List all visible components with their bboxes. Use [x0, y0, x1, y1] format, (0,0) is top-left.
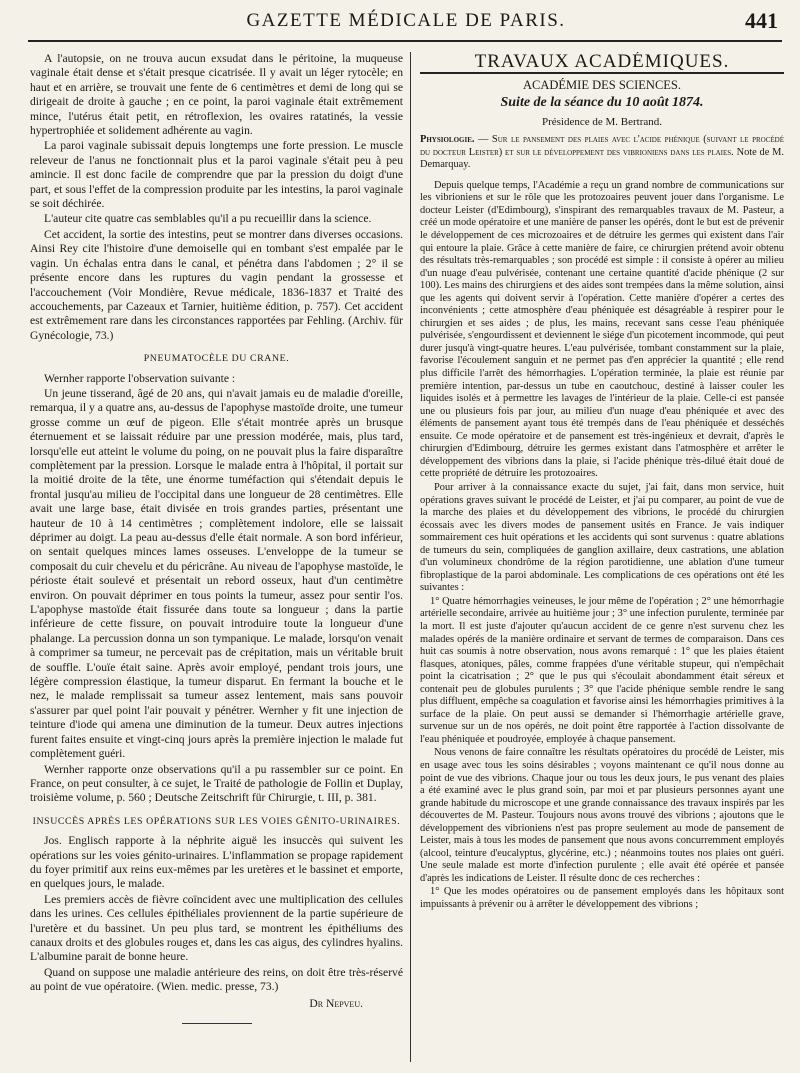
- paragraph: Jos. Englisch rapporte à la néphrite aiguë les insuccès qui suivent les opérations sur les voies génito-urinaires. L'inflammation se propage rapidement du foyer primitif aux reins eux-mêmes par les uretères et le bassinet et emporte, en quelques jours, le malade.: [30, 834, 403, 891]
- presidency: Présidence de M. Bertrand.: [541, 115, 663, 128]
- paragraph: A l'autopsie, on ne trouva aucun exsudat dans le péritoine, la muqueuse vaginale était dense et s'était presque cicatrisée. Il y avait un léger rytocèle; en haut et en arrière, se trouvait une fente de 6 centimètres et demi de long qui se dirigeait de droite à gauche ; en ce point, la paroi vaginale était extrêmement mince, l'utérus était petit, en rétroflexion, les ovaires ratatinés, la vessie hypertrophiée et solidement adhérente au vagin.: [30, 52, 403, 138]
- article-category: Physiologie.: [420, 134, 475, 146]
- paragraph: Pour arriver à la connaissance exacte du sujet, j'ai fait, dans mon service, huit opérations graves suivant le procédé de Leister, et j'ai pu comparer, au point de vue de la marche des plaies et du développement des vibrions, le procédé du chirurgien écossais avec les divers modes de pansement usités en France. Je vais indiquer sommairement ces huit opérations et les accidents qui sont survenus : quatre ablations de tumeurs du sein, compliquées de ganglion axillaire, deux castrations, une ablation d'un volumineux chondrôme de la région parotidienne, une ablation d'une tumeur fibroplastique de la paroi abdominale. Les complications de ces opérations ont été les suivantes :: [420, 481, 784, 594]
- end-rule: [182, 1023, 252, 1024]
- section-title-travaux: TRAVAUX ACADÉMIQUES.: [420, 56, 784, 74]
- header-rule: [28, 40, 782, 42]
- paragraph: Wernher rapporte l'observation suivante :: [44, 371, 236, 385]
- page-header: [30, 8, 782, 36]
- article-heading: [420, 134, 784, 172]
- section-title-pneumatocele: PNEUMATOCÈLE DU CRANE.: [143, 353, 290, 365]
- paragraph: L'auteur cite quatre cas semblables qu'il a pu recueillir dans la science.: [44, 212, 372, 226]
- session-date: Suite de la séance du 10 août 1874.: [500, 95, 704, 111]
- article-author: Note de M. Demarquay.: [420, 146, 784, 171]
- paragraph: Wernher rapporte onze observations qu'il a pu rassembler sur ce point. En France, on peut consulter, à ce sujet, le Traité de pathologie de Follin et Duplay, troisième volume, p. 560 ; Deutsche Zeitschrift für Chirurgie, t. III, p. 381.: [30, 762, 403, 805]
- left-column: [30, 52, 403, 1062]
- paragraph: 1° Quatre hémorrhagies veineuses, le jour même de l'opération ; 2° une hémorrhagie artérielle secondaire, arrivée au huitième jour ; 3° une infection purulente, terminée par la mort. Il est juste d'ajouter qu'aucun accident de ce genre n'est survenu chez les malades opérés de la manière ordinaire et servant de termes de comparaison. Dans ces huit cas soumis à notre observation, nous avons remarqué : 1° que les plaies étaient flasques, atoniques, pâles, comme frappées d'une véritable stupeur, qui n'empêchait point la cicatrisation ; 2° que le pus qui s'écoulait abondamment était séreux et contenait peu de globules purulents ; 3° que l'acide phénique semble rendre le sang plus diffluent, empêche sa coagulation et favorise ainsi les hémorrhagies primitives à la surface de la plaie. On peut aussi se demander si l'hémorrhagie artérielle grave, survenue sur un de nos opérés, ne doit point être rapportée à l'action dissolvante de l'eau phéniquée et poudroyée, employée à chaque pansement.: [420, 595, 784, 745]
- paragraph: La paroi vaginale subissait depuis longtemps une forte pression. Le muscle releveur de l'anus ne fonctionnait plus et la paroi vaginale s'était peu à peu amincie. Il est donc facile de comprendre que par la pression du doigt d'une part, et sous l'effet de la compression produite par les intestins, la paroi vaginale se soit déchirée.: [30, 139, 403, 211]
- paragraph: Nous venons de faire connaître les résultats opératoires du procédé de Leister, mis en usage avec tous les soins désirables ; voyons maintenant ce qu'il nous donne au point de vue des vibrions. Chaque jour ou tous les deux jours, le pus venant des plaies a été examiné avec le plus grand soin, par moi et par plusieurs personnes ayant une grande habitude du microscope et une grande connaissance des travaux inspirés par les découvertes de M. Pasteur. Toujours nous avons trouvé des vibrions ; ajoutons que le développement des vibrioniens n'est pas propre seulement au mode de pansement de Leister, mais à tous les modes de pansement que nous avons concurremment employés (alcool, teinture d'eucalyptus, glycérine, etc.) ; néanmoins toutes nos plaies ont guéri. Une seule malade est morte d'infection purulente ; elle avait été opérée et pansée d'après les indications de Leister. Il résulte donc de ces recherches :: [420, 747, 784, 884]
- page-number: 441: [745, 8, 778, 33]
- section-title-insucces: INSUCCÈS APRÈS LES OPÉRATIONS SUR LES VOIES GÉNITO-URINAIRES.: [32, 815, 401, 827]
- academy-name: ACADÉMIE DES SCIENCES.: [523, 77, 681, 92]
- paragraph: Quand on suppose une maladie antérieure des reins, on doit être très-réservé au point de vue opératoire. (Wien. medic. presse, 73.): [30, 965, 403, 994]
- author-signature: Dr Nepveu.: [309, 996, 363, 1010]
- right-column: [420, 52, 784, 1062]
- paragraph: Depuis quelque temps, l'Académie a reçu un grand nombre de communications sur les vibrioniens et sur le rôle que les protozoaires peuvent jouer dans l'organisme. Le docteur Leister (d'Edimbourg), s'inspirant des remarquables travaux de M. Pasteur, a créé un mode opératoire et une manière de panser les opérés, dont le but est de prévenir le développement de ces microzoaires et de détruire les germes qui existent dans l'air qui entoure la plaie. Grâce à cette manière de faire, ce chirurgien prétend avoir obtenu des résultats très-remarquables ; son procédé est simple : il consiste à opérer au milieu d'un nuage d'eau pulvérisée, contenant une certaine quantité d'acide phénique (2 sur 100). Les mains des chirurgiens et des aides sont trempées dans la même solution, ainsi que les agents qui doivent servir à l'opération. Cette manière d'opérer a certes des inconvénients ; cette atmosphère d'eau phéniquée est désagréable à respirer pour le chirurgien et ses aides ; de plus, les mains, recevant sans cesse l'eau phéniquée pulvérisée, s'engourdissent et deviennent le siége d'un picotement incommode, qui peut durer jusqu'à vingt-quatre heures. L'eau pulvérisée, tombant constamment sur la plaie, favorise l'écoulement sanguin et ne permet pas d'en apprécier la quantité ; elle rend plus difficile l'arrêt des hémorrhagies. L'opération terminée, la plaie est réunie par première intention, par-dessus un tube en caoutchouc, destiné à laisser couler les liquides isolés et à permettre les lavages de l'intérieur de la plaie. Celle-ci est pansée une ou plusieurs fois par jour, au milieu d'un nuage d'eau phéniquée et avec des éléments de pansement ayant tous été trempés dans de l'eau phéniquée et desséchés ensuite. Ce mode opératoire et de pansement est très-ingénieux et devrait, d'après le chirurgien d'Edimbourg, détruire les germes existant dans l'atmosphère et arrêter le développement des vibrions dans la plaie, si l'acide phénique très-dilué était doué de cette propriété de détruire les protozoaires.: [420, 179, 784, 480]
- article-subject: — Sur le pansement des plaies avec l'acide phénique (suivant le procédé du docteur Leister) et sur le développement des vibrioniens dans les plaies.: [420, 134, 784, 158]
- column-divider: [410, 52, 411, 1062]
- paragraph: 1° Que les modes opératoires ou de pansement employés dans les hôpitaux sont impuissants à prévenir ou à arrêter le développement des vibrions ;: [420, 886, 784, 910]
- journal-title: GAZETTE MÉDICALE DE PARIS.: [246, 10, 566, 31]
- paragraph: Un jeune tisserand, âgé de 20 ans, qui n'avait jamais eu de maladie d'oreille, remarqua, il y a quatre ans, au-dessus de l'apophyse mastoïde droite, une tumeur grosse comme un œuf de pigeon. Elle s'était montrée après un brusque éternuement et se laissait réduire par une pression modérée, mais, plus tard, lorsqu'elle eut atteint le volume du poing, on ne pouvait plus la faire disparaître complètement par la pression. Lorsque le malade entra à l'hôpital, il portait sur la moitié droite de la tête, une énorme tuméfaction qui s'étendait depuis le frontal jusqu'au milieu de l'occipital dans une longueur de 28 centimètres. Elle avait une large base, était divisée en trois grandes parties, présentant une hauteur de 10 à 14 centimètres ; complètement indolore, elle se laissait déprimer au doigt. La peau au-dessus d'elle était normale. A son bord inférieur, on sentait quelques minces lames osseuses. L'enveloppe de la tumeur se composait du cuir chevelu et du péricrâne. Au niveau de l'apophyse mastoïde, le périoste était soulevé et présentait un rebord osseux, haut d'un centimètre environ. On pouvait déprimer en tous points la tumeur, assez pour sentir l'os. L'apophyse mastoïde était fissurée dans toute sa longueur ; dans la partie inférieure de cette fissure, on pouvait introduire toute la longueur d'une phalange. La percussion donna un son tympanique. Le malade, lorsqu'on venait à comprimer sa tumeur, ne percevait pas de crépitation, mais un véritable bruit de souffle. L'ouïe était saine. Après avoir employé, pendant trois jours, une légère compression élastique, la tumeur disparut. En fermant la bouche et le nez, le malade remplissait sa tumeur assez lentement, mais sans pouvoir s'assurer par quel point l'air pouvait y pénétrer. Wernher y fit une injection de teinture d'iode qui amena une diminution de la tumeur. Deux autres injections furent faites ensuite et vingt-cinq jours après la première injection le malade fut complètement guéri.: [30, 386, 403, 761]
- paragraph: Les premiers accès de fièvre coïncident avec une multiplication des cellules dans les urines. Ces cellules épithéliales proviennent de la partie supérieure de l'uretère et du bassinet. Un peu plus tard, se montrent les épithéliums des canaux droits et des globules rouges et, dans les cas aigus, des cylindres hyalins. L'albumine parait de bonne heure.: [30, 892, 403, 964]
- paragraph: Cet accident, la sortie des intestins, peut se montrer dans diverses occasions. Ainsi Rey cite l'histoire d'une demoiselle qui en tombant s'est empalée par le vagin. Un échalas entra dans le canal, et pénétra dans l'abdomen ; 2° il se présente encore dans les ruptures du vagin pendant la grossesse et l'accouchement (Voir Mondière, Revue médicale, 1836-1837 et Traité des accouchements, par Cazeaux et Tarnier, huitième édition, p. 757). Cet accident est extrêmement rare dans les circonstances rapportées par Fehling. (Archiv. für Gynécologie, 73.): [30, 227, 403, 342]
